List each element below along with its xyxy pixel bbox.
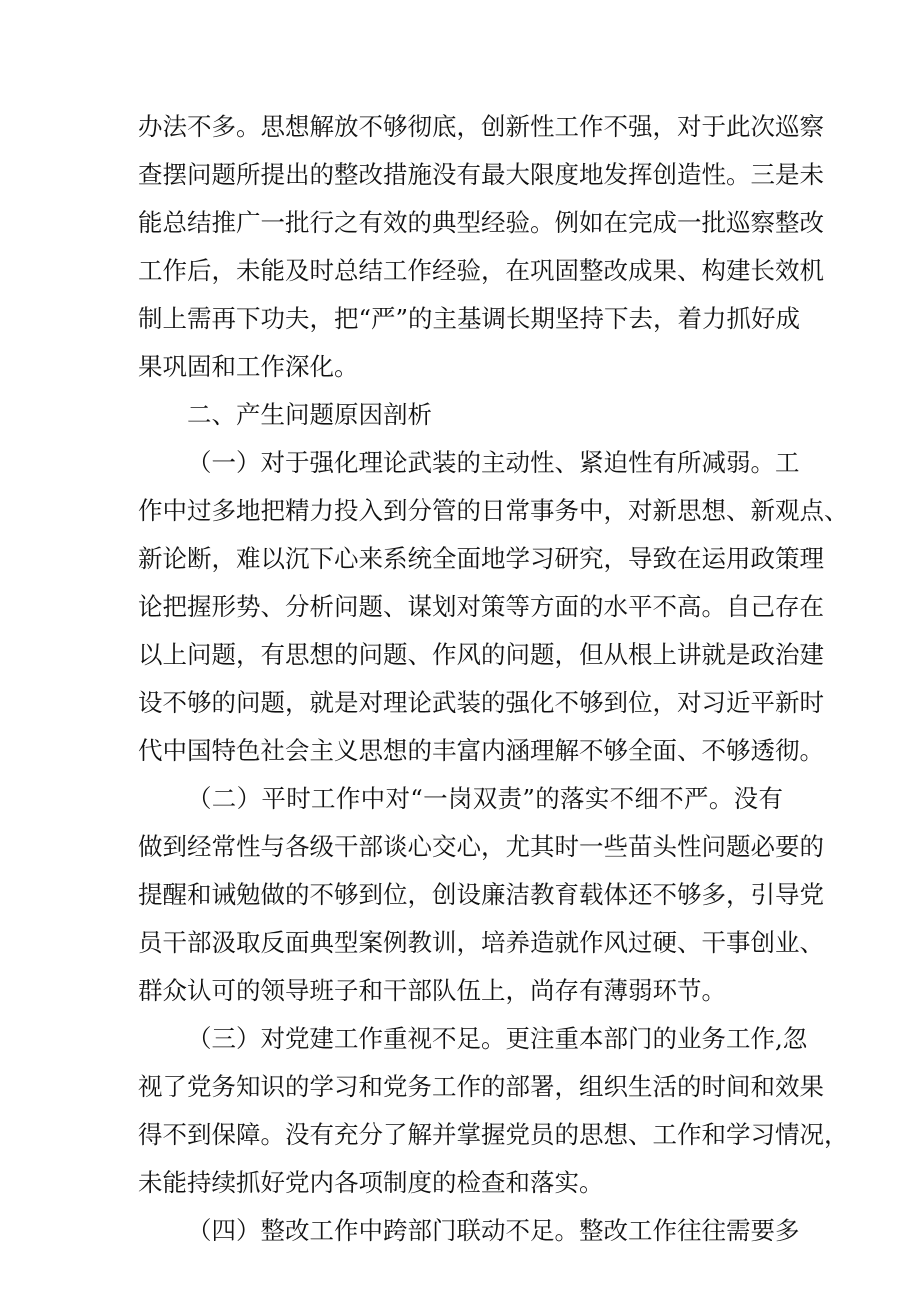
body-text-line: 工作后，未能及时总结工作经验，在巩固整改成果、构建长效机: [138, 256, 824, 285]
body-text-line: 未能持续抓好党内各项制度的检查和落实。: [138, 1168, 604, 1197]
paragraph-heading: （三）对党建工作重视不足。更注重本部门的业务工作,忽: [187, 1024, 808, 1053]
body-text-line: 查摆问题所提出的整改措施没有最大限度地发挥创造性。三是未: [138, 160, 824, 189]
paragraph-heading: （二）平时工作中对“一岗双责”的落实不细不严。没有: [187, 784, 783, 813]
body-text-line: 做到经常性与各级干部谈心交心，尤其时一些苗头性问题必要的: [138, 832, 824, 861]
body-text-line: 论把握形势、分析问题、谋划对策等方面的水平不高。自己存在: [138, 592, 824, 621]
body-text-line: 作中过多地把精力投入到分管的日常事务中，对新思想、新观点、: [138, 496, 849, 525]
body-text-line: 提醒和诫勉做的不够到位，创设廉洁教育载体还不够多，引导党: [138, 880, 824, 909]
body-text-line: 设不够的问题，就是对理论武装的强化不够到位，对习近平新时: [138, 688, 824, 717]
body-text-line: 新论断，难以沉下心来系统全面地学习研究，导致在运用政策理: [138, 544, 824, 573]
paragraph-heading: （一）对于强化理论武装的主动性、紧迫性有所减弱。工: [187, 448, 800, 477]
body-text-line: 以上问题，有思想的问题、作风的问题，但从根上讲就是政治建: [138, 640, 824, 669]
body-text-line: 办法不多。思想解放不够彻底，创新性工作不强，对于此次巡察: [138, 112, 824, 141]
paragraph-heading: （四）整改工作中跨部门联动不足。整改工作往往需要多: [187, 1216, 800, 1245]
body-text-line: 视了党务知识的学习和党务工作的部署，组织生活的时间和效果: [138, 1072, 824, 1101]
section-heading: 二、产生问题原因剖析: [187, 400, 432, 429]
body-text-line: 制上需再下功夫，把“严”的主基调长期坚持下去，着力抓好成: [138, 304, 801, 333]
body-text-line: 员干部汲取反面典型案例教训，培养造就作风过硬、干事创业、: [138, 928, 824, 957]
body-text-line: 果巩固和工作深化。: [138, 352, 359, 381]
body-text-line: 得不到保障。没有充分了解并掌握党员的思想、工作和学习情况，: [138, 1120, 849, 1149]
body-text-line: 能总结推广一批行之有效的典型经验。例如在完成一批巡察整改: [138, 208, 824, 237]
body-text-line: 代中国特色社会主义思想的丰富内涵理解不够全面、不够透彻。: [138, 736, 824, 765]
body-text-line: 群众认可的领导班子和干部队伍上，尚存有薄弱环节。: [138, 976, 726, 1005]
